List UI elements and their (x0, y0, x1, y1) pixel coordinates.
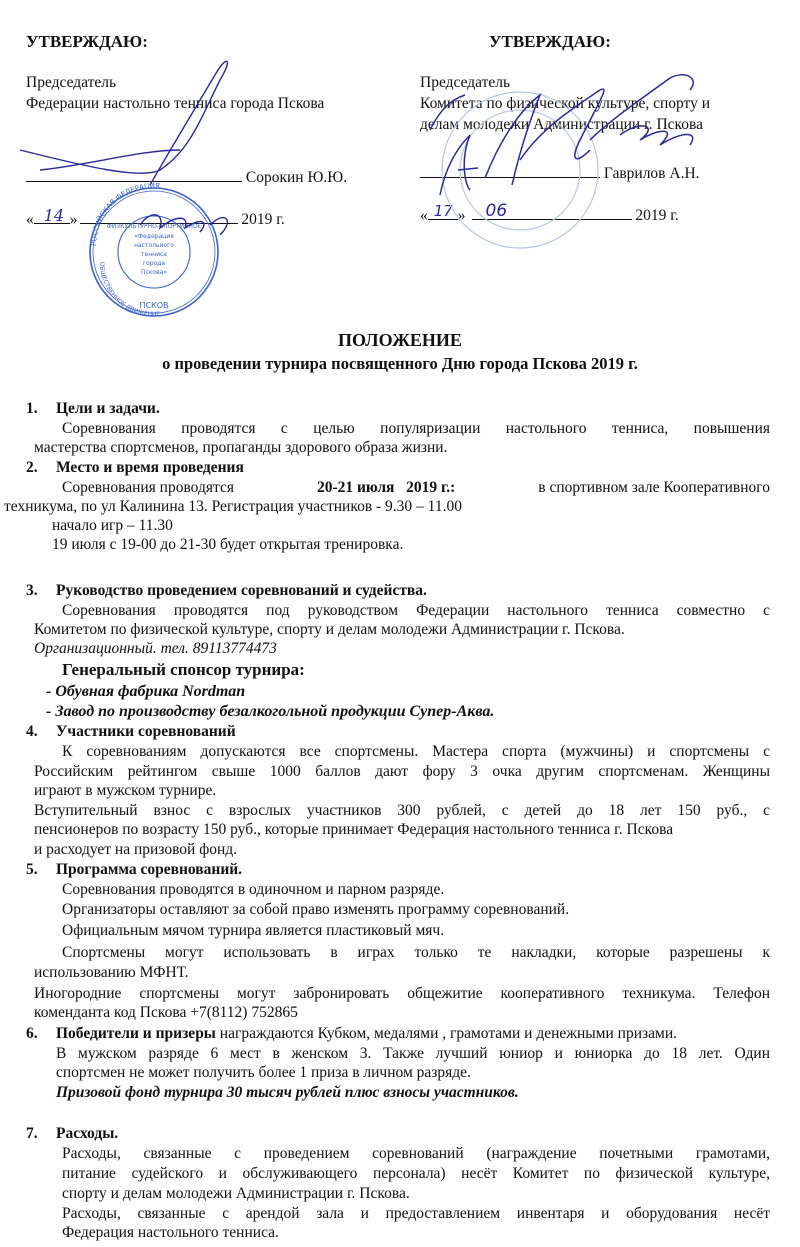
handwritten-day: 14 (43, 206, 65, 225)
paragraph-line: Иногородние спортсмены могут забронировать общежитие кооперативного техникума. Телефон (34, 985, 770, 1002)
paragraph-line: Соревнования проводятся под руководством Федерации настольного тенниса совместно с (62, 602, 770, 619)
paragraph-line: Расходы, связанные с арендой зала и предоставлением инвентаря и оборудования несёт (62, 1205, 770, 1222)
paragraph-line: Федерация настольного тенниса. (62, 1224, 279, 1241)
date-year-left: 2019 г. (241, 211, 285, 228)
text-run: в спортивном зале Кооперативного (538, 479, 770, 496)
stamp-center-line: настольного (134, 242, 174, 249)
approval-position-left-1: Председатель (26, 74, 117, 91)
section-heading: Руководство проведением соревнований и судейства. (56, 582, 427, 599)
paragraph-line: Спортсмены могут использовать в играх только те накладки, которые разрешены к (62, 944, 770, 961)
paragraph-line: и расходует на призовой фонд. (34, 841, 238, 858)
date-line-right (420, 201, 679, 225)
section-number: 1. (26, 400, 38, 417)
document-title: ПОЛОЖЕНИЕ (338, 330, 462, 350)
date-month-field (472, 201, 632, 221)
paragraph-line: Российским рейтингом свыше 1000 баллов дают фору 3 очка другим спортсменам. Женщины (34, 763, 770, 780)
official-stamp-left (90, 182, 218, 318)
paragraph-line: использованию МФНТ. (34, 964, 189, 981)
date-quote-open: « (420, 207, 428, 224)
section-heading: Участники соревнований (56, 723, 236, 740)
section-number: 3. (26, 582, 38, 599)
section-number: 5. (26, 861, 38, 878)
handwritten-day: 17 (433, 202, 453, 220)
paragraph-line: Соревнования проводятся в одиночном и парном разряде. (62, 881, 445, 898)
text-run: Соревнования проводятся (62, 479, 234, 496)
paragraph-line: спортсмен не может получить более 1 приза в личном разряде. (56, 1064, 471, 1081)
sponsor-item: - Обувная фабрика Nordman (46, 683, 246, 700)
approval-position-left-2: Федерации настольно тенниса города Пскова (26, 95, 325, 112)
approval-position-right-1: Председатель (420, 74, 511, 91)
sponsor-item: - Завод по производству безалкогольной продукции Супер-Аква. (46, 703, 495, 720)
signatory-right: Гаврилов А.Н. (603, 165, 700, 182)
stamp-bottom-city: ПСКОВ (139, 301, 169, 310)
section-heading-line (56, 1025, 677, 1043)
approval-position-right-3: делам молодежи Администрации г. Пскова (420, 116, 704, 133)
paragraph-line: мастерства спортсменов, пропаганды здорового образа жизни. (34, 439, 448, 456)
stamp-center-line: города (142, 260, 166, 267)
paragraph-line: Соревнования проводятся с целью популяризации настольного тенниса, повышения (62, 420, 770, 437)
approval-heading-right: УТВЕРЖДАЮ: (489, 32, 611, 51)
section-heading: Победители и призеры (56, 1025, 216, 1042)
section-number: 7. (26, 1125, 38, 1142)
section-heading: Программа соревнований. (56, 861, 243, 878)
paragraph-line (62, 479, 770, 497)
date-quote-close: » (457, 207, 466, 224)
document-subtitle: о проведении турнира посвященного Дню города Пскова 2019 г. (162, 354, 638, 373)
paragraph-line: играют в мужском турнире. (34, 782, 217, 799)
section-heading: Расходы. (56, 1125, 119, 1142)
paragraph-line: питание судейского и обслуживающего персонала) несёт Комитет по физической культуре, (62, 1165, 770, 1182)
approval-heading-left: УТВЕРЖДАЮ: (26, 32, 148, 51)
stamp-arc-text-bottom: ОБЩЕСТВЕННОЕ ДВИЖЕНИЕ (97, 261, 161, 319)
text-run: награждаются Кубком, медалями , грамотами и денежными призами. (219, 1025, 677, 1042)
signature-underline (420, 162, 600, 178)
approval-position-right-2: Комитета по физической культуре, спорту и (420, 95, 711, 112)
paragraph-line: 19 июля с 19-00 до 21-30 будет открытая тренировка. (52, 536, 404, 553)
section-heading: Цели и задачи. (56, 400, 160, 417)
paragraph-line: Комитетом по физической культуре, спорту и делам молодежи Администрации г. Пскова. (34, 621, 625, 638)
section-number: 6. (26, 1025, 38, 1042)
paragraph-line: коменданта код Пскова +7(8112) 752865 (34, 1004, 298, 1021)
signature-line-right (420, 162, 700, 183)
date-month-field (80, 208, 238, 224)
event-dates: 20-21 июля 2019 г.: (316, 479, 456, 496)
section-number: 4. (26, 723, 38, 740)
stamp-center-line: «Федерация (134, 233, 174, 240)
paragraph-line: Официальным мячом турнира является пластиковый мяч. (62, 922, 445, 939)
signatory-left: Сорокин Ю.Ю. (245, 169, 348, 186)
paragraph-line: Организаторы оставляют за собой право изменять программу соревнований. (62, 901, 570, 918)
date-year-right: 2019 г. (635, 207, 679, 224)
date-day-field (34, 208, 70, 224)
section-number: 2. (26, 459, 38, 476)
paragraph-line: спорту и делам молодежи Администрации г. Пскова. (62, 1185, 410, 1202)
paragraph-line: начало игр – 11.30 (52, 517, 173, 534)
prize-fund-note: Призовой фонд турнира 30 тысяч рублей плюс взносы участников. (56, 1084, 519, 1101)
paragraph-line: Расходы, связанные с проведением соревнований (награждение почетными грамотами, (62, 1145, 770, 1162)
sponsor-heading: Генеральный спонсор турнира: (62, 660, 305, 679)
paragraph-line: Вступительный взнос с взрослых участников 300 рублей, с детей до 18 лет 150 руб., с (34, 802, 770, 819)
signature-underline (26, 166, 242, 182)
date-line-left (26, 208, 285, 229)
date-quote-close: » (69, 211, 78, 228)
handwritten-month: 06 (485, 201, 508, 221)
date-day-field (428, 204, 458, 220)
date-quote-open: « (26, 211, 34, 228)
stamp-center-line: Пскова» (141, 269, 167, 276)
stamp-center-line: тенниса (141, 251, 167, 258)
paragraph-line: В мужском разряде 6 мест в женском 3. Также лучший юниор и юниорка до 18 лет. Один (56, 1045, 770, 1062)
contact-phone: Организационный. тел. 89113774473 (34, 640, 277, 657)
signature-line-left (26, 166, 347, 187)
stamp-inner-ring-text: ФИЗКУЛЬТУРНО-СПОРТИВНОЕ (106, 223, 202, 230)
paragraph-line: пенсионеров по возрасту 150 руб., которые принимает Федерация настольного тенниса г. Пскова (34, 821, 674, 838)
paragraph-line: К соревнованиям допускаются все спортсмены. Мастера спорта (мужчины) и спортсмены с (62, 743, 770, 760)
paragraph-line: техникума, по ул Калинина 13. Регистрация участников - 9.30 – 11.00 (4, 498, 462, 515)
section-heading: Место и время проведения (56, 459, 244, 476)
stamp-arc-text-outer: РОССИЙСКАЯ ФЕДЕРАЦИЯ (89, 181, 161, 247)
